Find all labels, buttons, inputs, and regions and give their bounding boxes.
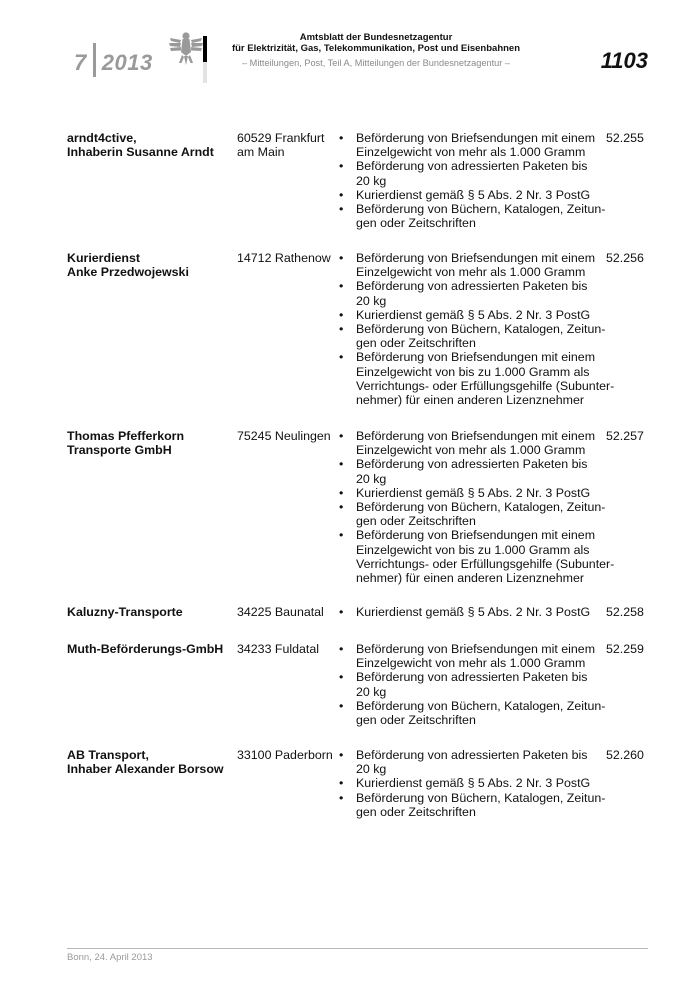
service-text-line: gen oder Zeitschriften — [356, 804, 476, 819]
bullet-icon: • — [339, 500, 344, 515]
footer-divider — [67, 948, 648, 949]
service-list — [337, 131, 606, 231]
issue-label — [74, 46, 153, 80]
service-text-line: gen oder Zeitschriften — [356, 336, 476, 351]
service-text-line: Kurierdienst gemäß § 5 Abs. 2 Nr. 3 PostG — [356, 187, 591, 202]
service-text-line: Kurierdienst gemäß § 5 Abs. 2 Nr. 3 PostG — [356, 307, 591, 322]
licensee-name-line: Thomas Pfefferkorn — [67, 429, 185, 443]
bullet-icon: • — [339, 670, 344, 685]
publication-title — [216, 32, 536, 54]
service-text-line: Beförderung von adressierten Paketen bis — [356, 748, 588, 762]
publication-title-line-1: Amtsblatt der Bundesnetzagentur — [299, 32, 453, 43]
service-item — [337, 486, 599, 500]
service-item — [337, 350, 615, 408]
bullet-icon: • — [339, 187, 344, 202]
service-text-line: Beförderung von Büchern, Katalogen, Zeitun- — [356, 202, 606, 217]
footer-date: Bonn, 24. April 2013 — [67, 952, 153, 963]
service-text-line: Beförderung von Büchern, Katalogen, Zeitun- — [356, 790, 606, 805]
service-item — [337, 202, 606, 231]
service-text-line: Kurierdienst gemäß § 5 Abs. 2 Nr. 3 PostG — [356, 776, 591, 791]
licensee-location — [237, 642, 337, 656]
service-text-line: Beförderung von adressierten Paketen bis — [356, 159, 588, 174]
publication-subtitle: – Mitteilungen, Post, Teil A, Mitteilungen der Bundesnetzagentur – — [242, 58, 510, 68]
service-text-line: nehmer) für einen anderen Lizenznehmer — [356, 393, 584, 408]
service-text-line: nehmer) für einen anderen Lizenznehmer — [356, 571, 584, 586]
bullet-icon: • — [339, 159, 344, 174]
service-item — [337, 308, 599, 322]
licensee-location-line: 33100 Paderborn — [237, 748, 333, 762]
service-item — [337, 748, 599, 776]
license-number: 52.255 — [606, 131, 644, 145]
license-number: 52.259 — [606, 642, 644, 656]
federal-eagle-icon — [168, 30, 204, 70]
service-item — [337, 605, 599, 619]
service-text-line: Kurierdienst gemäß § 5 Abs. 2 Nr. 3 PostG — [356, 485, 591, 500]
licensee-location — [237, 605, 337, 619]
service-text-line: Beförderung von Briefsendungen mit einem — [356, 131, 596, 145]
license-number: 52.256 — [606, 251, 644, 265]
licensee-name — [67, 605, 232, 619]
licensee-location-line: 75245 Neulingen — [237, 429, 331, 443]
service-text-line: gen oder Zeitschriften — [356, 713, 476, 728]
service-item — [337, 188, 599, 202]
licensee-location-line: 60529 Frankfurt — [237, 131, 325, 145]
license-number: 52.260 — [606, 748, 644, 762]
service-item — [337, 528, 615, 586]
service-list — [337, 429, 615, 586]
bullet-icon: • — [339, 642, 344, 656]
licensee-name — [67, 131, 232, 159]
service-item — [337, 776, 599, 790]
service-item — [337, 642, 599, 670]
bullet-icon: • — [339, 322, 344, 337]
licensee-location — [237, 251, 337, 265]
licensee-name-line: Transporte GmbH — [67, 443, 172, 458]
service-text-line: Beförderung von adressierten Paketen bis — [356, 457, 588, 472]
licensee-name-line: AB Transport, — [67, 748, 149, 762]
service-item — [337, 457, 599, 485]
service-item — [337, 251, 599, 279]
bullet-icon: • — [339, 350, 344, 365]
service-text-line: Beförderung von Briefsendungen mit einem — [356, 251, 596, 265]
licensee-name-line: Inhaberin Susanne Arndt — [67, 145, 214, 160]
bullet-icon: • — [339, 251, 344, 265]
service-list — [337, 605, 599, 619]
service-text-line: Einzelgewicht von bis zu 1.000 Gramm als — [356, 542, 590, 557]
licensee-name-line: Inhaber Alexander Borsow — [67, 762, 224, 777]
service-text-line: Einzelgewicht von mehr als 1.000 Gramm — [356, 265, 586, 280]
service-text-line: Beförderung von Briefsendungen mit einem — [356, 528, 596, 543]
service-item — [337, 322, 606, 351]
licensee-location — [237, 429, 337, 443]
licensee-name-line: Kaluzny-Transporte — [67, 605, 183, 619]
service-list — [337, 642, 606, 728]
licensee-name-line: Kurierdienst — [67, 251, 140, 265]
publication-title-line-2: für Elektrizität, Gas, Telekommunikation, Post und Eisenbahnen — [231, 43, 521, 54]
service-text-line: Beförderung von Büchern, Katalogen, Zeitun- — [356, 322, 606, 337]
service-text-line: Beförderung von Büchern, Katalogen, Zeitun- — [356, 500, 606, 515]
license-number: 52.257 — [606, 429, 644, 443]
bullet-icon: • — [339, 528, 344, 543]
service-list — [337, 748, 606, 819]
service-item — [337, 500, 606, 529]
licensee-name — [67, 251, 232, 279]
bullet-icon: • — [339, 698, 344, 713]
service-text-line: 20 kg — [356, 762, 387, 777]
service-text-line: Beförderung von Briefsendungen mit einem — [356, 350, 596, 365]
service-text-line: Beförderung von adressierten Paketen bis — [356, 670, 588, 685]
licensee-name — [67, 642, 232, 656]
service-text-line: Einzelgewicht von mehr als 1.000 Gramm — [356, 145, 586, 160]
service-text-line: Verrichtungs- oder Erfüllungsgehilfe (Subunter- — [356, 378, 615, 393]
header-divider-tail — [203, 62, 207, 83]
service-text-line: 20 kg — [356, 173, 387, 188]
licensee-location-line: am Main — [237, 145, 285, 160]
bullet-icon: • — [339, 279, 344, 294]
licensee-location — [237, 748, 337, 762]
licensee-location-line: 34233 Fuldatal — [237, 642, 319, 656]
service-text-line: 20 kg — [356, 471, 387, 486]
licensee-location-line: 34225 Baunatal — [237, 605, 324, 619]
service-text-line: Einzelgewicht von mehr als 1.000 Gramm — [356, 656, 586, 671]
service-text-line: 20 kg — [356, 684, 387, 699]
service-text-line: Einzelgewicht von mehr als 1.000 Gramm — [356, 443, 586, 458]
bullet-icon: • — [339, 131, 344, 145]
service-item — [337, 670, 599, 698]
service-item — [337, 131, 599, 159]
service-text-line: Beförderung von Briefsendungen mit einem — [356, 429, 596, 443]
service-text-line: gen oder Zeitschriften — [356, 514, 476, 529]
service-item — [337, 790, 606, 819]
service-text-line: Kurierdienst gemäß § 5 Abs. 2 Nr. 3 PostG — [356, 605, 591, 619]
licensee-name-line: arndt4ctive, — [67, 131, 137, 145]
service-list — [337, 251, 615, 408]
bullet-icon: • — [339, 776, 344, 791]
service-item — [337, 159, 599, 187]
licensee-name — [67, 429, 232, 457]
bullet-icon: • — [339, 748, 344, 762]
service-text-line: Beförderung von adressierten Paketen bis — [356, 279, 588, 294]
bullet-icon: • — [339, 429, 344, 443]
issue-year: 2013 — [101, 50, 153, 75]
service-item — [337, 429, 599, 457]
licensee-location — [237, 131, 337, 159]
issue-number: 7 — [74, 50, 87, 75]
licensee-name — [67, 748, 232, 776]
issue-separator — [93, 43, 96, 77]
license-number: 52.258 — [606, 605, 644, 619]
licensee-name-line: Muth-Beförderungs-GmbH — [67, 642, 224, 656]
service-text-line: Beförderung von Büchern, Katalogen, Zeitun- — [356, 698, 606, 713]
licensee-name-line: Anke Przedwojewski — [67, 265, 189, 280]
bullet-icon: • — [339, 307, 344, 322]
service-text-line: Verrichtungs- oder Erfüllungsgehilfe (Subunter- — [356, 556, 615, 571]
service-text-line: gen oder Zeitschriften — [356, 216, 476, 231]
service-text-line: 20 kg — [356, 293, 387, 308]
bullet-icon: • — [339, 790, 344, 805]
bullet-icon: • — [339, 485, 344, 500]
bullet-icon: • — [339, 202, 344, 217]
service-item — [337, 279, 599, 307]
page-number: 1103 — [600, 48, 648, 73]
service-item — [337, 698, 606, 728]
licensee-location-line: 14712 Rathenow — [237, 251, 331, 265]
service-text-line: Einzelgewicht von bis zu 1.000 Gramm als — [356, 364, 590, 379]
service-text-line: Beförderung von Briefsendungen mit einem — [356, 642, 596, 656]
bullet-icon: • — [339, 457, 344, 472]
bullet-icon: • — [339, 605, 344, 619]
